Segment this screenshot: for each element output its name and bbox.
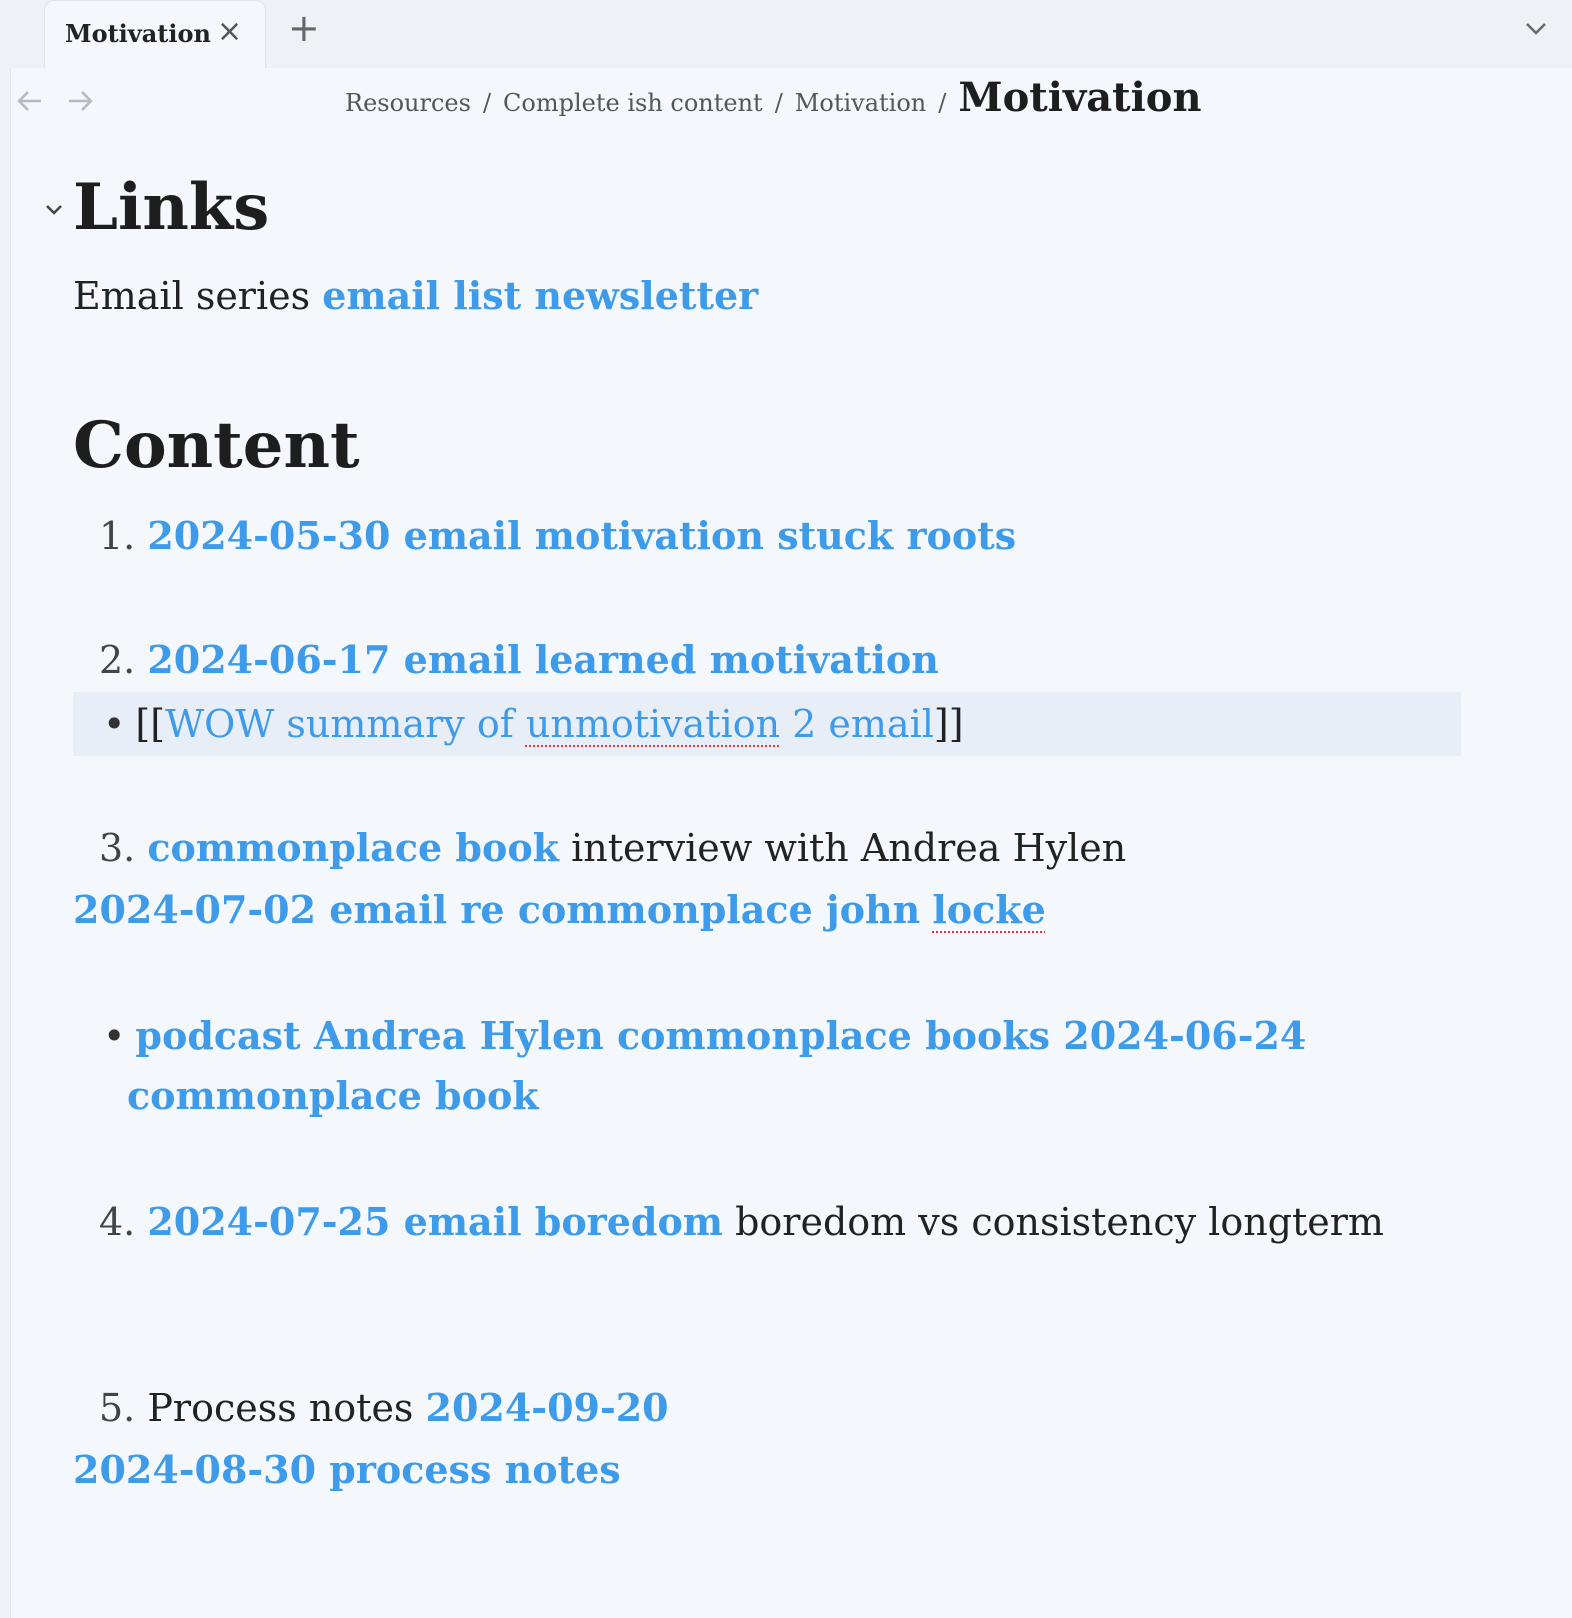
link-2024-07-25[interactable]: 2024-07-25 email boredom [147,1199,723,1244]
link-commonplace-book[interactable]: commonplace book [147,825,559,870]
list-item [99,824,1126,872]
podcast-line-wrap [127,1072,539,1120]
sub-line [73,1446,621,1494]
breadcrumb-separator: / [938,89,947,117]
heading-content: Content [73,408,360,483]
link-podcast-continued[interactable]: commonplace book [127,1073,539,1118]
list-number: 5. [99,1386,136,1430]
wikilink-close: ]] [933,702,964,746]
spellcheck-word[interactable]: unmotivation [525,702,781,746]
item-text: interview with Andrea Hylen [571,826,1127,870]
heading-links: Links [73,170,270,245]
bullet-icon: • [103,702,126,746]
podcast-line [103,1012,1306,1060]
list-item [99,1198,1384,1246]
plus-icon[interactable]: + [288,6,320,50]
chevron-down-icon[interactable] [41,196,67,222]
arrow-left-icon[interactable] [13,84,47,118]
list-number: 2. [99,638,136,682]
wikilink-part[interactable]: WOW summary of [165,702,514,746]
link-2024-09-20[interactable]: 2024-09-20 [425,1385,669,1430]
arrow-right-icon[interactable] [63,84,97,118]
link-2024-08-30[interactable]: 2024-08-30 process notes [73,1447,621,1492]
breadcrumb [345,74,1202,124]
email-series-line [73,272,758,320]
list-number: 3. [99,826,136,870]
breadcrumb-resources[interactable]: Resources [345,89,471,117]
wikilink-open: [[ [135,702,166,746]
item-text: boredom vs consistency longterm [735,1200,1384,1244]
list-number: 4. [99,1200,136,1244]
wikilink-part[interactable]: 2 email [792,702,934,746]
note-panel [10,68,1572,1618]
list-item [99,1384,669,1432]
breadcrumb-complete-ish-content[interactable]: Complete ish content [503,89,763,117]
list-item [99,636,939,684]
tab-bar [0,0,1572,68]
item-text: Process notes [147,1386,414,1430]
spellcheck-word[interactable]: locke [932,887,1046,932]
tab-label: Motivation [65,19,211,48]
link-2024-05-30[interactable]: 2024-05-30 email motivation stuck roots [147,513,1017,558]
wow-summary-line[interactable] [103,700,964,748]
breadcrumb-separator: / [774,89,783,117]
breadcrumb-motivation-folder[interactable]: Motivation [794,89,927,117]
email-series-text: Email series [73,274,311,318]
close-icon[interactable]: × [217,14,243,49]
list-item [99,512,1016,560]
breadcrumb-separator: / [482,89,492,117]
note-title[interactable]: Motivation [958,74,1202,121]
link-email-list-newsletter[interactable]: email list newsletter [322,273,759,318]
bullet-icon: • [103,1014,126,1058]
tab-motivation[interactable] [44,0,266,68]
link-podcast[interactable]: podcast Andrea Hylen commonplace books 2024-06-24 [135,1013,1307,1058]
sub-line [73,886,1046,934]
link-2024-06-17[interactable]: 2024-06-17 email learned motivation [147,637,939,682]
list-number: 1. [99,514,136,558]
chevron-down-icon[interactable] [1522,14,1550,42]
link-2024-07-02[interactable]: 2024-07-02 email re commonplace john [73,887,921,932]
